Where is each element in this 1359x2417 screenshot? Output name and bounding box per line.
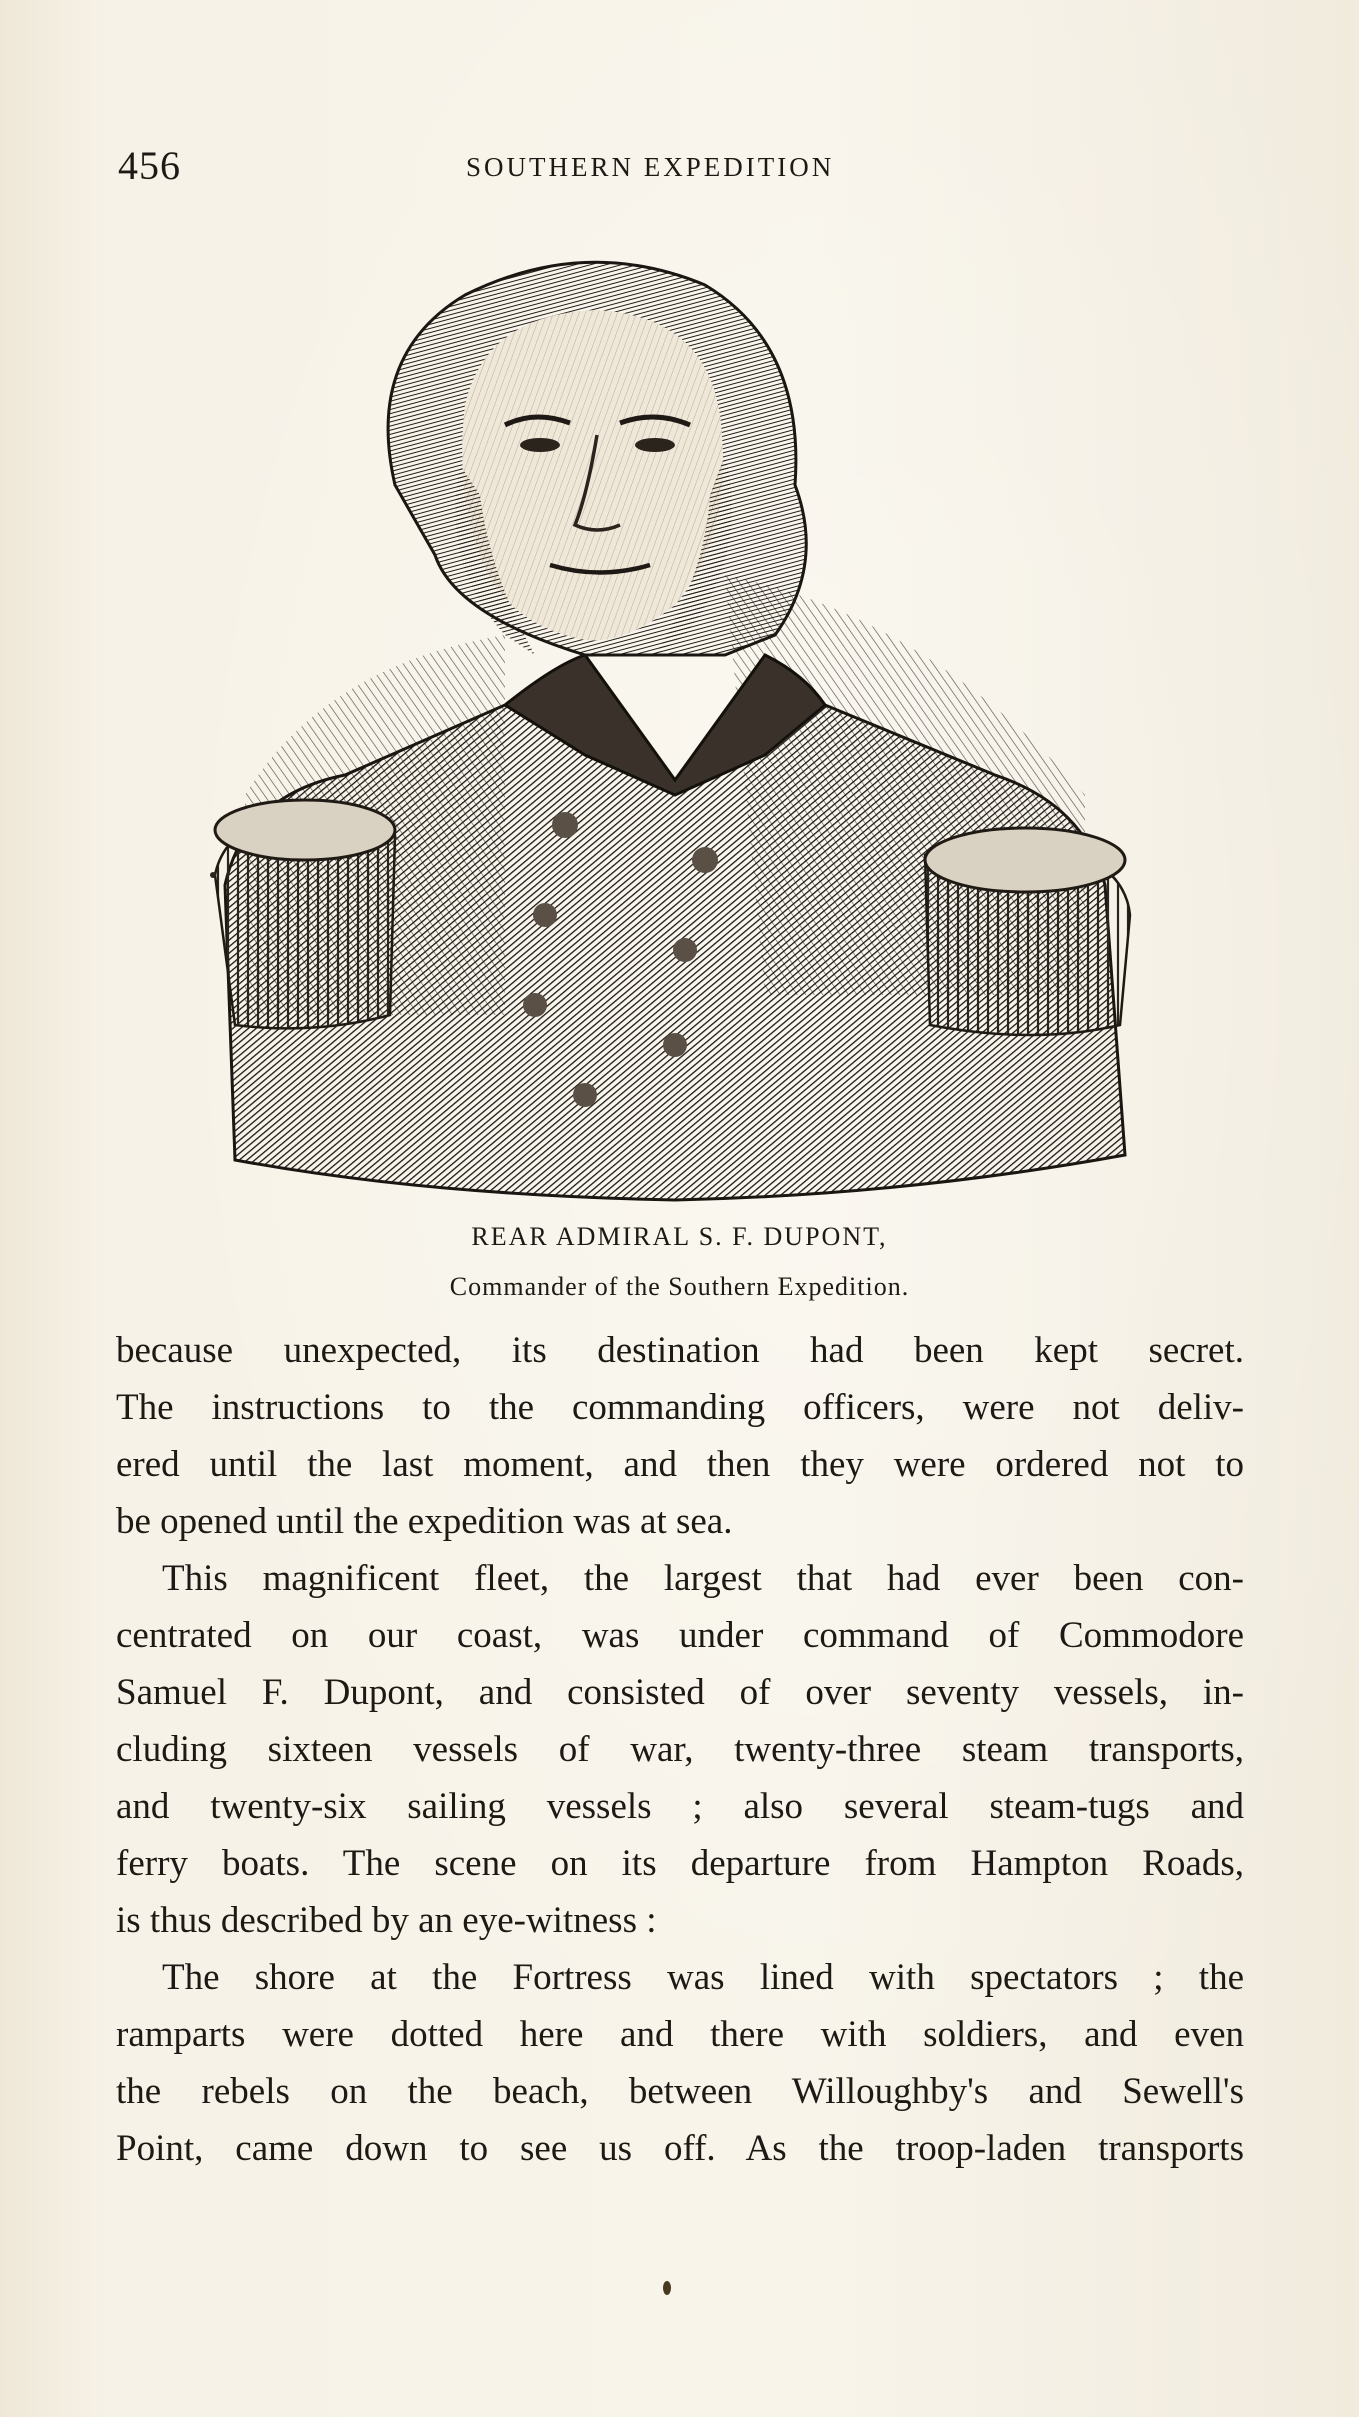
- text-line: be opened until the expedition was at sea.: [116, 1501, 733, 1542]
- text-line: ferry boats. The scene on its departure from Hampton Roads,: [116, 1843, 1244, 1884]
- text-line: Point, came down to see us off. As the troop-laden transports: [116, 2128, 1244, 2169]
- body-text: [116, 1322, 1244, 2177]
- text-line: and twenty-six sailing vessels ; also several steam-tugs and: [116, 1786, 1244, 1827]
- text-line: the rebels on the beach, between Willoughby's and Sewell's: [116, 2071, 1244, 2112]
- running-title: SOUTHERN EXPEDITION: [466, 152, 835, 182]
- caption-subtitle: Commander of the Southern Expedition.: [449, 1272, 910, 1301]
- text-line: is thus described by an eye-witness :: [116, 1900, 657, 1941]
- text-line: centrated on our coast, was under command of Commodore: [116, 1615, 1244, 1656]
- portrait-engraving: [205, 235, 1155, 1205]
- text-line: because unexpected, its destination had been kept secret.: [116, 1330, 1244, 1371]
- text-line: The shore at the Fortress was lined with spectators ; the: [162, 1957, 1244, 1998]
- text-line: ered until the last moment, and then they were ordered not to: [116, 1444, 1244, 1485]
- page-number: 456: [118, 143, 181, 188]
- text-line: Samuel F. Dupont, and consisted of over seventy vessels, in-: [116, 1672, 1244, 1713]
- text-line: The instructions to the commanding officers, were not deliv-: [116, 1387, 1244, 1428]
- caption-title: REAR ADMIRAL S. F. DUPONT,: [471, 1222, 888, 1251]
- ink-spot: [663, 2281, 671, 2295]
- head: [388, 262, 806, 655]
- text-line: ramparts were dotted here and there with soldiers, and even: [116, 2014, 1244, 2055]
- left-epaulette: [215, 800, 395, 1028]
- text-line: cluding sixteen vessels of war, twenty-three steam transports,: [116, 1729, 1244, 1770]
- text-line: This magnificent fleet, the largest that had ever been con-: [162, 1558, 1244, 1599]
- right-epaulette: [925, 828, 1130, 1035]
